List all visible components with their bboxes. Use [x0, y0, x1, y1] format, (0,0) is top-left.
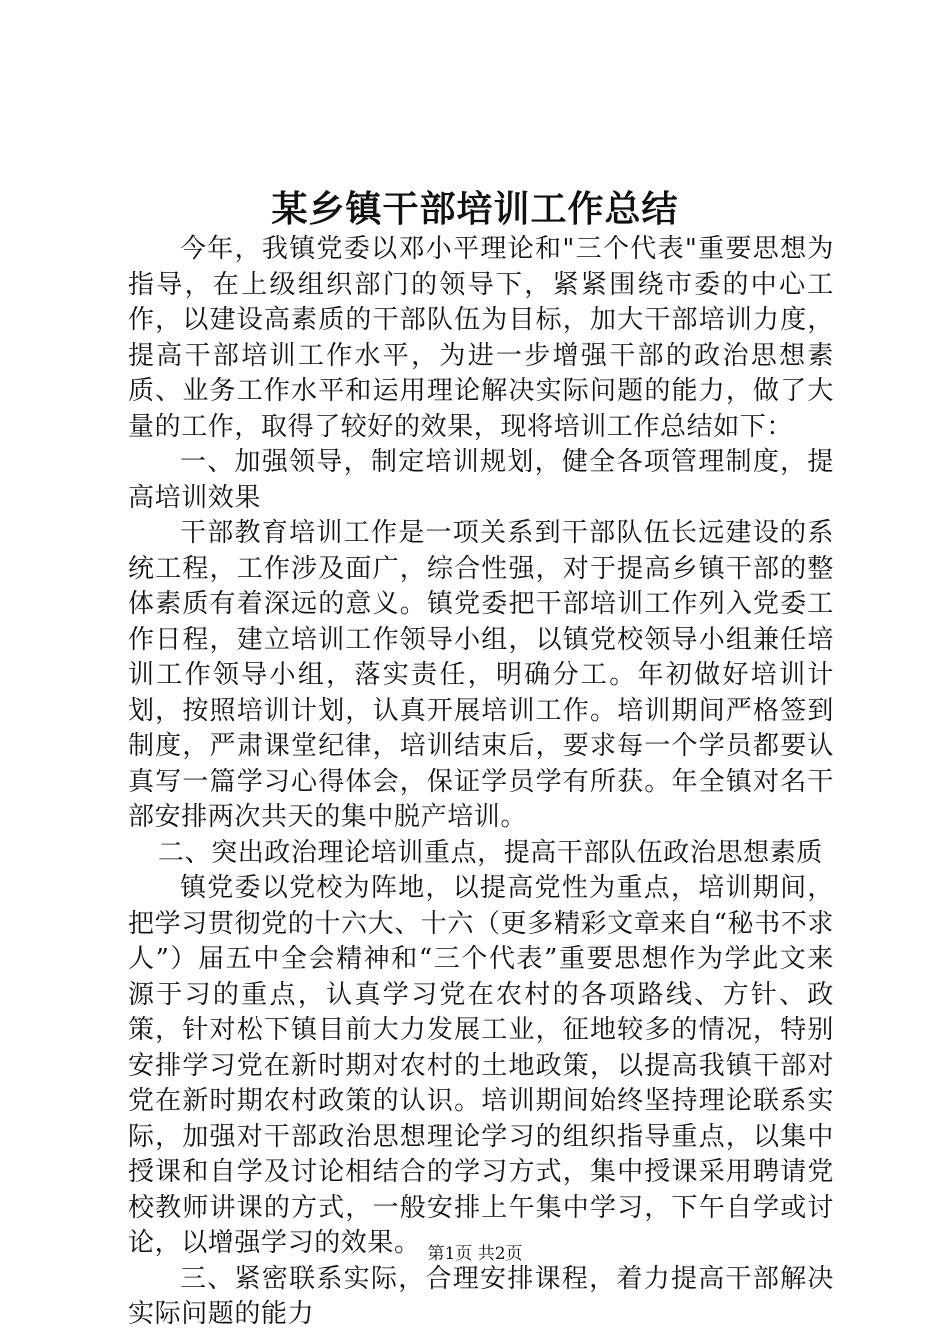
section-heading-3: 三、紧密联系实际，合理安排课程，着力提高干部解决实际问题的能力 [128, 1263, 834, 1329]
document-body [128, 232, 834, 1333]
document-title: 某乡镇干部培训工作总结 [271, 188, 679, 230]
section-1-paragraph: 干部教育培训工作是一项关系到干部队伍长远建设的系统工程，工作涉及面广，综合性强，对于提高乡镇干部的整体素质有着深远的意义。镇党委把干部培训工作列入党委工作日程，建立培训工作领导小组，以镇党校领导小组兼任培训工作领导小组，落实责任，明确分工。年初做好培训计划，按照培训计划，认真开展培训工作。培训期间严格签到制度，严肃课堂纪律，培训结束后，要求每一个学员都要认真写一篇学习心得体会，保证学员学有所获。年全镇对名干部安排两次共天的集中脱产培训。 [128, 518, 834, 832]
section-heading-2: 二、突出政治理论培训重点，提高干部队伍政治思想素质 [157, 837, 823, 868]
intro-paragraph: 今年，我镇党委以邓小平理论和"三个代表"重要思想为指导，在上级组织部门的领导下，紧紧围绕市委的中心工作，以建设高素质的干部队伍为目标，加大干部培训力度，提高干部培训工作水平，为进一步增强干部的政治思想素质、业务工作水平和运用理论解决实际问题的能力，做了大量的工作，取得了较好的效果，现将培训工作总结如下： [128, 234, 834, 442]
section-2-paragraph: 镇党委以党校为阵地，以提高党性为重点，培训期间，把学习贯彻党的十六大、十六（更多精彩文章来自“秘书不求人”）届五中全会精神和“三个代表”重要思想作为学此文来源于习的重点，认真学习党在农村的各项路线、方针、政策，针对松下镇目前大力发展工业，征地较多的情况，特别安排学习党在新时期对农村的土地政策，以提高我镇干部对党在新时期农村政策的认识。培训期间始终坚持理论联系实际，加强对干部政治思想理论学习的组织指导重点，以集中授课和自学及讨论相结合的学习方式，集中授课采用聘请党校教师讲课的方式，一般安排上午集中学习，下午自学或讨论，以增强学习的效果。 [128, 873, 834, 1258]
section-heading-1: 一、加强领导，制定培训规划，健全各项管理制度，提高培训效果 [128, 447, 834, 513]
page-footer: 第1页 共2页 [427, 1244, 523, 1264]
